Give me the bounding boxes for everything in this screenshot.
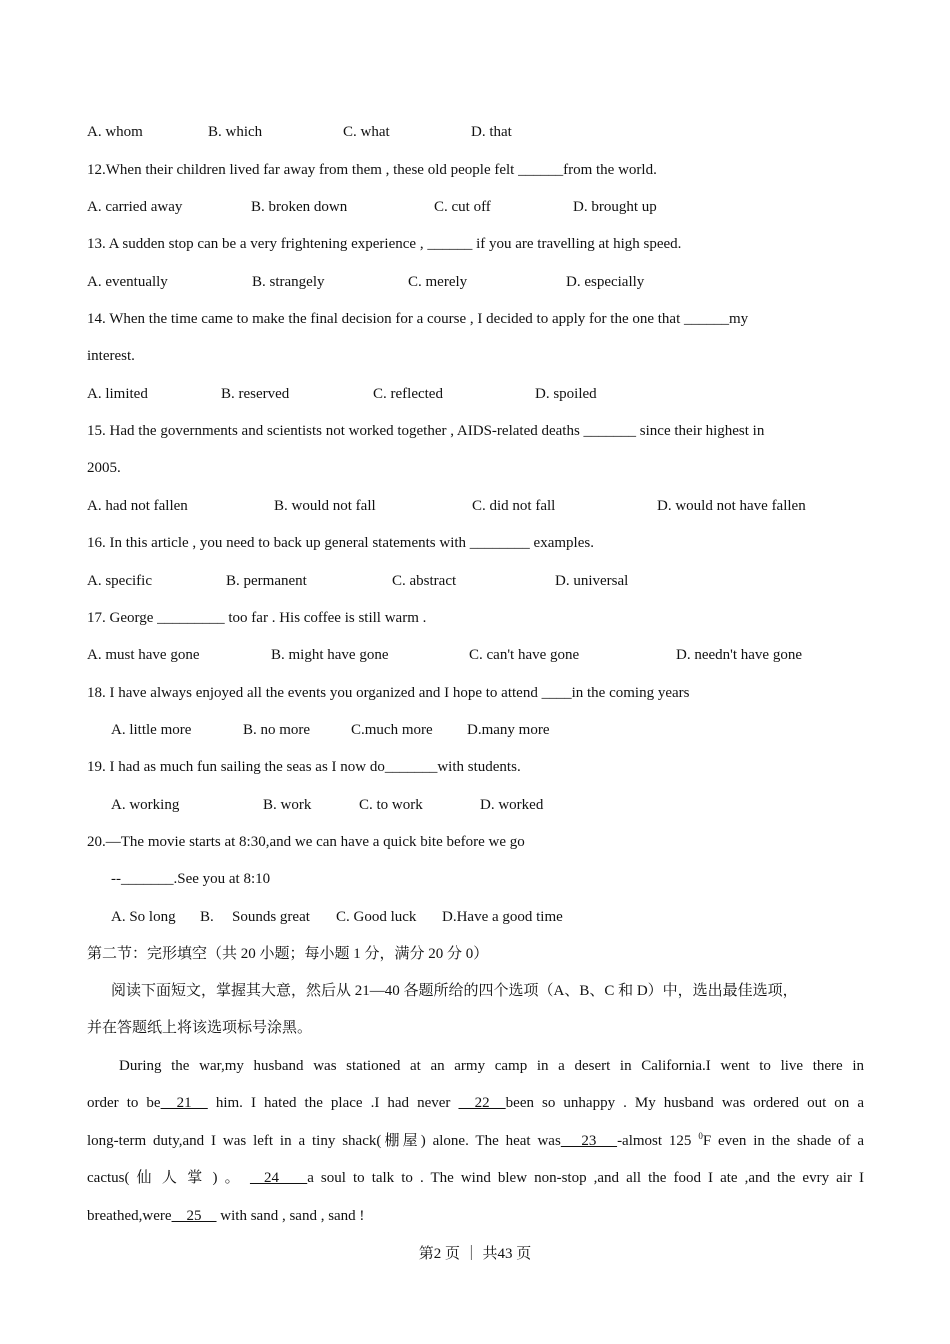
- option-d: D. that: [471, 124, 512, 140]
- degree-superscript: 0: [698, 1131, 703, 1141]
- option-a: A. working: [111, 797, 180, 813]
- option-b: B. no more: [243, 722, 311, 738]
- option-b: B. work: [263, 797, 312, 813]
- blank-21: 21: [160, 1095, 208, 1111]
- option-a: A. whom: [87, 124, 143, 140]
- passage-text: him. I hated the place .I had never: [207, 1095, 459, 1111]
- question-13-stem: 13. A sudden stop can be a very frightening experience , ______ if you are travelling at high speed.: [87, 236, 682, 252]
- question-15-stem-cont: 2005.: [87, 460, 121, 476]
- option-d: D. universal: [555, 573, 629, 589]
- option-c: C. merely: [408, 274, 468, 290]
- option-b: B.: [200, 909, 214, 925]
- option-d: D. worked: [480, 797, 544, 813]
- option-c: C. did not fall: [472, 498, 556, 514]
- option-c: C. Good luck: [336, 909, 417, 925]
- question-19-stem: 19. I had as much fun sailing the seas as I now do_______with students.: [87, 759, 521, 775]
- blank-23: 23: [560, 1133, 618, 1149]
- option-b: B. reserved: [221, 386, 290, 402]
- passage-text: -almost 125: [617, 1133, 699, 1149]
- blank-24: 24: [249, 1170, 308, 1186]
- question-16-stem: 16. In this article , you need to back up general statements with ________ examples.: [87, 535, 594, 551]
- option-b: B. would not fall: [274, 498, 376, 514]
- option-c: C.much more: [351, 722, 433, 738]
- option-d: D. brought up: [573, 199, 657, 215]
- option-a: A. eventually: [87, 274, 168, 290]
- section-heading: 第二节：完形填空（共 20 小题；每小题 1 分，满分 20 分 0）: [87, 946, 489, 962]
- option-c: C. abstract: [392, 573, 457, 589]
- question-18-stem: 18. I have always enjoyed all the events you organized and I hope to attend ____in the coming years: [87, 685, 690, 701]
- option-b: B. might have gone: [271, 647, 389, 663]
- option-d: D. needn't have gone: [676, 647, 802, 663]
- option-a: A. So long: [111, 909, 176, 925]
- question-12-stem: 12.When their children lived far away from them , these old people felt ______from the world.: [87, 162, 657, 178]
- option-a: A. must have gone: [87, 647, 200, 663]
- passage-line-4: [87, 1168, 864, 1188]
- option-d: D.many more: [467, 722, 550, 738]
- option-b: B. permanent: [226, 573, 307, 589]
- option-a: A. had not fallen: [87, 498, 188, 514]
- option-c: C. cut off: [434, 199, 491, 215]
- question-17-stem: 17. George _________ too far . His coffee is still warm .: [87, 610, 427, 626]
- blank-22: 22: [458, 1095, 506, 1111]
- passage-text: been so unhappy . My husband was ordered out on a: [505, 1095, 865, 1111]
- option-a: A. specific: [87, 573, 152, 589]
- page-footer: 第2 页 ｜ 共43 页: [418, 1246, 532, 1262]
- option-d: D.Have a good time: [442, 909, 563, 925]
- question-20-stem: 20.—The movie starts at 8:30,and we can have a quick bite before we go: [87, 834, 525, 850]
- option-d: D. spoiled: [535, 386, 597, 402]
- section-instruction-2: 并在答题纸上将该选项标号涂黑。: [87, 1020, 313, 1036]
- blank-25: 25: [171, 1208, 217, 1224]
- option-b: B. broken down: [251, 199, 348, 215]
- passage-line-3: [87, 1131, 864, 1151]
- passage-line-2: [87, 1093, 864, 1113]
- passage-text: F even in the shade of a: [702, 1133, 865, 1149]
- option-c: C. can't have gone: [469, 647, 580, 663]
- option-c: C. reflected: [373, 386, 443, 402]
- question-14-stem-cont: interest.: [87, 348, 135, 364]
- option-c: C. to work: [359, 797, 423, 813]
- option-a: A. limited: [87, 386, 148, 402]
- question-14-stem: 14. When the time came to make the final decision for a course , I decided to apply for the one that ______my: [87, 311, 749, 327]
- option-b-text: Sounds great: [232, 909, 310, 925]
- option-a: A. carried away: [87, 199, 183, 215]
- passage-text: order to be: [87, 1095, 161, 1111]
- passage-text: a soul to talk to . The wind blew non-stop ,and all the food I ate ,and the evry air I: [307, 1170, 864, 1186]
- passage-text: cactus( 仙 人 掌 ) 。: [87, 1170, 250, 1186]
- passage-line-1: During the war,my husband was stationed at an army camp in a desert in California.I went to live there in: [119, 1058, 864, 1074]
- option-b: B. strangely: [252, 274, 325, 290]
- section-instruction-1: 阅读下面短文，掌握其大意，然后从 21—40 各题所给的四个选项（A、B、C 和 D）中，选出最佳选项，: [111, 983, 798, 999]
- question-15-stem: 15. Had the governments and scientists not worked together , AIDS-related deaths _______ since their highest in: [87, 423, 765, 439]
- passage-text: with sand , sand , sand !: [216, 1208, 365, 1224]
- option-d: D. especially: [566, 274, 645, 290]
- passage-text: long-term duty,and I was left in a tiny shack(棚屋) alone. The heat was: [87, 1133, 561, 1149]
- option-a: A. little more: [111, 722, 192, 738]
- passage-line-5: [87, 1206, 364, 1226]
- option-b: B. which: [208, 124, 263, 140]
- option-d: D. would not have fallen: [657, 498, 806, 514]
- passage-text: breathed,were: [87, 1208, 172, 1224]
- question-20-stem-cont: --_______.See you at 8:10: [111, 871, 271, 887]
- option-c: C. what: [343, 124, 390, 140]
